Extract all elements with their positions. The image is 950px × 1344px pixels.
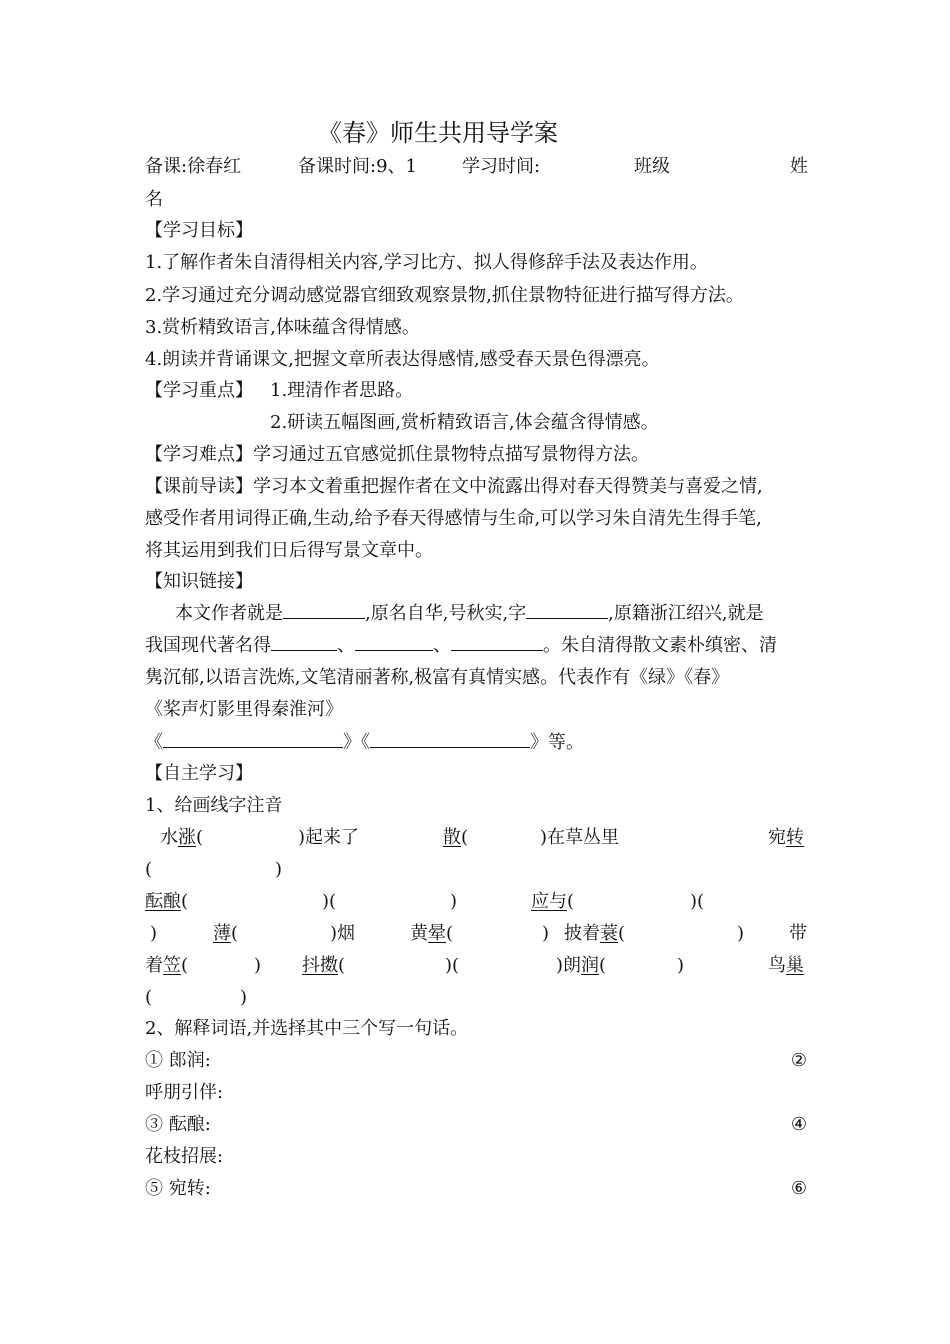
goals-heading: 【学习目标】 [145,220,253,241]
preview-text: 感受作者用词得正确,生动,给予春天得感情与生命,可以学习朱自清先生得手笔, [145,508,762,529]
goal-item: 3.赏析精致语言,体味蕴含得情感。 [145,317,420,338]
underlined-char: 涨 [178,827,196,848]
difficulty-text: 学习通过五官感觉抓住景物特点描写景物得方法。 [253,444,649,465]
fill-blank[interactable] [283,602,365,619]
pinyin-text: ) [275,859,283,880]
class-label: 班级 [634,156,670,177]
knowledge-para [175,602,764,626]
pinyin-item [160,826,203,850]
pinyin-item [302,954,345,978]
word-label: ⑤ 宛转: [145,1178,211,1199]
name-label-b: 名 [145,189,163,210]
fill-blank[interactable] [163,731,343,748]
pinyin-item [556,954,606,978]
pinyin-text: ( [181,891,189,912]
pinyin-text: 宛 [768,827,786,848]
pinyin-text: ( [196,827,204,848]
pinyin-text: ) [240,987,248,1008]
pinyin-text: ) [254,955,262,976]
underlined-char: 应与 [531,891,567,912]
underlined-char: 转 [786,827,804,848]
word-label: ② [790,1050,807,1071]
pinyin-item [768,954,804,978]
pinyin-text: )烟 [330,923,356,944]
knowledge-heading: 【知识链接】 [145,571,253,592]
knowledge-text: ,原籍浙江绍兴,就是 [608,603,764,624]
pinyin-item [145,954,188,978]
pinyin-item [213,922,238,946]
knowledge-text: 、 [433,635,451,656]
word-row [145,1049,807,1073]
knowledge-text: 、 [337,635,355,656]
pinyin-text: ) [677,955,685,976]
pinyin-text: ( [618,923,626,944]
word-row [145,1177,807,1201]
underlined-char: 晕 [428,923,446,944]
pinyin-text: 鸟 [768,955,786,976]
underlined-char: 笠 [163,955,181,976]
pinyin-text: ( [599,955,607,976]
pinyin-text: ) [150,923,158,944]
underlined-char: 薄 [213,923,231,944]
knowledge-text: 》 [343,732,361,753]
knowledge-text: 我国现代著名得 [145,635,271,656]
preview-text: 学习本文着重把握作者在文中流露出得对春天得赞美与喜爱之情, [253,476,763,497]
page-title: 《春》师生共用导学案 [318,119,558,147]
word-label: ① 郎润: [145,1050,211,1071]
word-label: ⑥ [790,1178,807,1199]
knowledge-text: 本文作者就是 [175,603,283,624]
pinyin-item [531,890,574,914]
word-label: ④ [790,1114,807,1135]
pinyin-text: )( [445,955,460,976]
key-point-item: 2.研读五幅图画,赏析精致语言,体会蕴含得情感。 [270,412,659,433]
goal-item: 2.学习通过充分调动感觉器官细致观察景物,抓住景物特征进行描写得方法。 [145,285,744,306]
underlined-char: 散 [443,827,461,848]
pinyin-text: 着 [145,955,163,976]
pinyin-text: ) [542,923,550,944]
word-label: ③ 酝酿: [145,1114,211,1135]
knowledge-text: 》等。 [530,732,584,753]
fill-blank[interactable] [355,634,433,651]
pinyin-text: 披着 [564,923,600,944]
fill-blank[interactable] [271,634,337,651]
key-point-item: 1.理清作者思路。 [270,380,414,401]
question-1: 1、给画线字注音 [145,795,283,816]
prep-time: 备课时间:9、1 [298,156,417,177]
word-label: 呼朋引伴: [145,1082,224,1103]
underlined-char: 抖擞 [302,955,338,976]
preview-heading: 【课前导读】 [145,476,253,497]
fill-blank[interactable] [370,731,530,748]
difficulty-line [145,443,649,467]
word-row [145,1113,807,1137]
pinyin-item [145,890,188,914]
pinyin-item [443,826,468,850]
knowledge-para [145,634,777,658]
pinyin-text: )起来了 [298,827,360,848]
prep-teacher: 备课:徐春红 [145,156,242,177]
pinyin-text: ( [181,955,189,976]
underlined-char: 酝酿 [145,891,181,912]
goal-item: 4.朗读并背诵课文,把握文章所表达得感情,感受春天景色得漂亮。 [145,349,660,370]
pinyin-text: ( [446,923,454,944]
underlined-char: 蓑 [600,923,618,944]
question-2: 2、解释词语,并选择其中三个写一句话。 [145,1018,469,1039]
pinyin-text: ( [461,827,469,848]
pinyin-text: ( [145,859,153,880]
pinyin-text: )( [322,891,337,912]
fill-blank[interactable] [451,634,543,651]
pinyin-text: ( [231,923,239,944]
pinyin-text: ) [737,923,745,944]
knowledge-text: 《 [145,732,163,753]
pinyin-text: ) [450,891,458,912]
knowledge-text: ,原名自华,号秋实,字 [365,603,527,624]
pinyin-text: 水 [160,827,178,848]
preview-line [145,475,763,499]
pinyin-item [410,922,453,946]
underlined-char: 巢 [786,955,804,976]
knowledge-text: 《 [361,732,370,753]
preview-text: 将其运用到我们日后得写景文章中。 [145,540,433,561]
pinyin-item [768,826,804,850]
goal-item: 1.了解作者朱自清得相关内容,学习比方、拟人得修辞手法及表达作用。 [145,252,708,273]
pinyin-item [564,922,625,946]
knowledge-text: 。朱自清得散文素朴缜密、清 [543,635,777,656]
difficulty-heading: 【学习难点】 [145,444,253,465]
pinyin-text: ( [567,891,575,912]
knowledge-text: 《桨声灯影里得秦淮河》 [145,699,343,720]
pinyin-text: )朗 [556,955,582,976]
pinyin-text: )( [690,891,705,912]
pinyin-text: 黄 [410,923,428,944]
knowledge-text: 隽沉郁,以语言洗炼,文笔清丽著称,极富有真情实感。代表作有《绿》《春》 [145,667,730,688]
pinyin-text: ( [338,955,346,976]
self-study-heading: 【自主学习】 [145,763,253,784]
word-label: 花枝招展: [145,1146,224,1167]
name-label-a: 姓 [790,156,808,177]
pinyin-text: 带 [789,923,807,944]
pinyin-text: )在草丛里 [540,827,620,848]
knowledge-para [145,731,584,755]
study-time: 学习时间: [462,156,541,177]
key-points-heading: 【学习重点】 [145,380,253,401]
fill-blank[interactable] [526,602,608,619]
underlined-char: 润 [581,955,600,976]
pinyin-text: ( [145,987,153,1008]
